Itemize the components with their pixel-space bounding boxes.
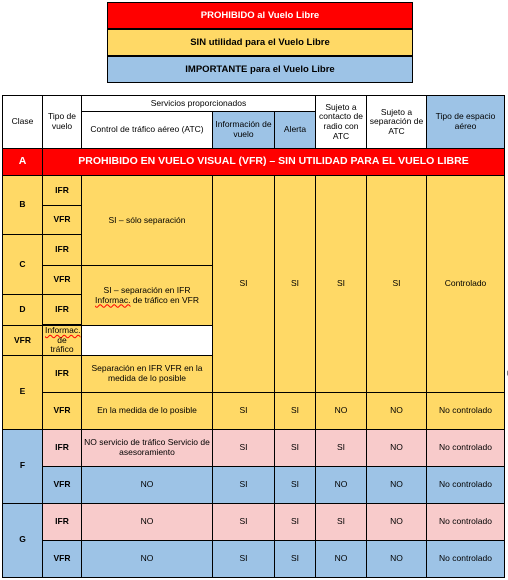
info-cell: SI: [213, 540, 275, 577]
separacion-cell: NO: [367, 429, 427, 466]
control-cell: [43, 326, 82, 356]
alerta-cell: SI: [275, 176, 316, 393]
row-g-ifr: [3, 503, 505, 540]
class-a-text: PROHIBIDO EN VUELO VISUAL (VFR) – SIN UTILIDAD PARA EL VUELO LIBRE: [43, 149, 505, 176]
header-sujeto-radio: Sujeto a contacto de radio con ATC: [316, 96, 367, 149]
alerta-cell: SI: [275, 503, 316, 540]
separacion-cell: SI: [367, 176, 427, 393]
class-b-label: B: [3, 176, 43, 235]
flight-type: VFR: [43, 392, 82, 429]
flight-type: IFR: [43, 176, 82, 206]
control-d-vfr-suffix: de tráfico: [50, 334, 74, 355]
airspace-table: [2, 95, 505, 578]
row-f-ifr: [3, 429, 505, 466]
radio-cell: SI: [316, 429, 367, 466]
espacio-cell: No controlado: [427, 429, 505, 466]
header-servicios: Servicios proporcionados: [82, 96, 316, 112]
espacio-cell: No controlado: [427, 466, 505, 503]
control-cell: NO: [82, 503, 213, 540]
alerta-cell: SI: [275, 392, 316, 429]
info-cell: SI: [213, 392, 275, 429]
info-cell: SI: [213, 176, 275, 393]
control-cell: En la medida de lo posible: [82, 392, 213, 429]
flight-type: IFR: [43, 355, 82, 392]
espacio-cell: No controlado: [427, 503, 505, 540]
info-cell: SI: [213, 466, 275, 503]
control-cell: SI – sólo separación: [82, 176, 213, 266]
separacion-cell: NO: [367, 540, 427, 577]
header-tipo-espacio: Tipo de espacio aéreo: [427, 96, 505, 149]
separacion-cell: NO: [367, 466, 427, 503]
radio-cell: SI: [316, 503, 367, 540]
header-alerta: Alerta: [275, 112, 316, 149]
info-cell: SI: [213, 503, 275, 540]
info-cell: SI: [213, 429, 275, 466]
control-cell: [82, 266, 213, 326]
header-control: Control de tráfico aéreo (ATC): [82, 112, 213, 149]
flight-type: VFR: [43, 206, 82, 235]
legend-sin-utilidad: SIN utilidad para el Vuelo Libre: [107, 29, 413, 56]
class-d-label: D: [3, 295, 43, 326]
control-cd-line-2-prefix: Informac.: [95, 294, 131, 305]
flight-type: VFR: [3, 326, 43, 356]
control-cell: NO servicio de tráfico Servicio de asesoramiento: [82, 429, 213, 466]
legend-importante: IMPORTANTE para el Vuelo Libre: [107, 56, 413, 83]
row-f-vfr: [3, 466, 505, 503]
espacio-cell: No controlado: [427, 392, 505, 429]
radio-cell: NO: [316, 540, 367, 577]
header-tipo-vuelo: Tipo de vuelo: [43, 96, 82, 149]
row-e-vfr: [3, 392, 505, 429]
control-d-vfr-prefix: Informac.: [45, 325, 81, 335]
class-g-label: G: [3, 503, 43, 577]
flight-type: IFR: [43, 503, 82, 540]
class-f-label: F: [3, 429, 43, 503]
flight-type: VFR: [43, 540, 82, 577]
header-row-1: [3, 96, 505, 112]
row-g-vfr: [3, 540, 505, 577]
radio-cell: NO: [316, 466, 367, 503]
row-class-a: [3, 149, 505, 176]
flight-type: IFR: [43, 295, 82, 325]
header-sujeto-separacion: Sujeto a separación de ATC: [367, 96, 427, 149]
class-c-label: C: [3, 235, 43, 295]
espacio-cell: No controlado: [427, 540, 505, 577]
control-cd-line-1: SI – separación en IFR: [103, 284, 191, 295]
legend-prohibido: PROHIBIDO al Vuelo Libre: [107, 2, 413, 29]
header-informacion: Información de vuelo: [213, 112, 275, 149]
separacion-cell: NO: [367, 392, 427, 429]
class-a-label: A: [3, 149, 43, 176]
separacion-cell: NO: [367, 503, 427, 540]
alerta-cell: SI: [275, 540, 316, 577]
control-cell: Separación en IFR VFR en la medida de lo posible: [82, 355, 213, 392]
control-cd-line-2-suffix: de tráfico en VFR: [130, 294, 199, 305]
espacio-cell: Controlado: [427, 176, 505, 393]
flight-type: VFR: [43, 266, 82, 295]
row-b-ifr: [3, 176, 505, 206]
flight-type: VFR: [43, 466, 82, 503]
flight-type: IFR: [43, 429, 82, 466]
radio-cell: NO: [316, 392, 367, 429]
alerta-cell: SI: [275, 466, 316, 503]
class-e-label: E: [3, 355, 43, 429]
flight-type: IFR: [43, 235, 82, 266]
control-cell: NO: [82, 466, 213, 503]
control-cell: NO: [82, 540, 213, 577]
alerta-cell: SI: [275, 429, 316, 466]
header-clase: Clase: [3, 96, 43, 149]
radio-cell: SI: [316, 176, 367, 393]
